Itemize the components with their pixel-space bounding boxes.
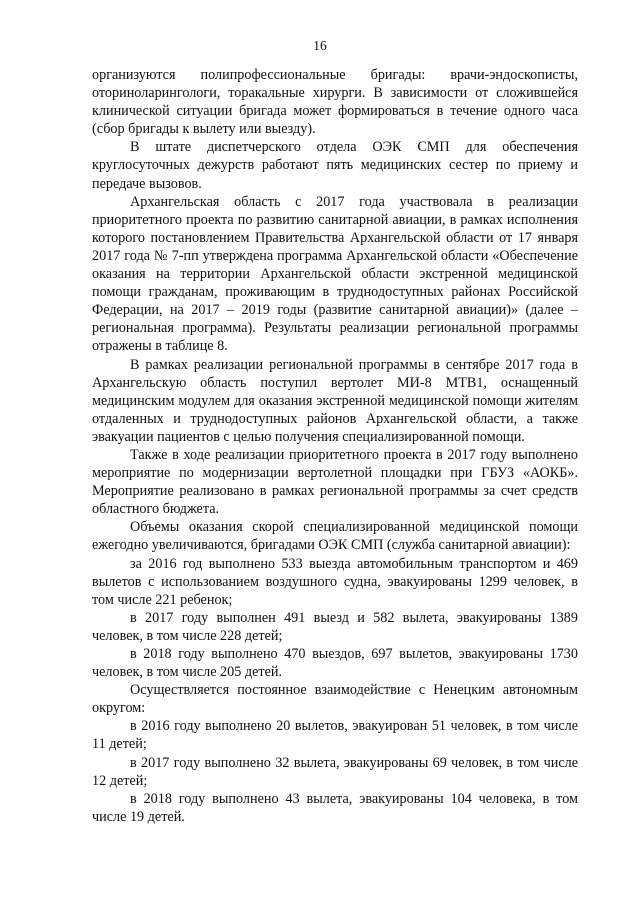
paragraph-continuation: организуются полипрофессиональные бригады: врачи-эндоскописты, оториноларингологи, торакальные хирурги. В зависимости от сложившейся клинической ситуации бригада может формироваться в течение одного часа (сбор бригады к вылету или выезду). (92, 67, 578, 138)
paragraph-nenets-intro: Осуществляется постоянное взаимодействие с Ненецким автономным округом: (92, 682, 578, 717)
paragraph-dispatch-staff: В штате диспетчерского отдела ОЭК СМП для обеспечения круглосуточных дежурств работают пять медицинских сестер по приему и передаче вызовов. (92, 139, 578, 192)
nenets-item-2017: в 2017 году выполнено 32 вылета, эвакуированы 69 человек, в том числе 12 детей; (92, 754, 578, 789)
list-item-2018: в 2018 году выполнено 470 выездов, 697 вылетов, эвакуированы 1730 человек, в том числе 205 детей. (92, 646, 578, 681)
paragraph-helipad: Также в ходе реализации приоритетного проекта в 2017 году выполнено мероприятие по модернизации вертолетной площадки при ГБУЗ «АОКБ». Мероприятие реализовано в рамках региональной программы за счет средств областного бюджета. (92, 446, 578, 518)
paragraph-sanitary-aviation-project: Архангельская область с 2017 года участвовала в реализации приоритетного проекта по развитию санитарной авиации, в рамках исполнения которого постановлением Правительства Архангельской области от 17 января 2017 года № 7-пп утверждена программа Архангельской области «Обеспечение оказания на территории Архангельской области экстренной медицинской помощи гражданам, проживающим в труднодоступных районах Российской Федерации, на 2017 – 2019 годы (развитие санитарной авиации)» (далее – региональная программа). Результаты реализации региональной программы отражены в таблице 8. (92, 193, 578, 355)
nenets-item-2016: в 2016 году выполнено 20 вылетов, эвакуирован 51 человек, в том числе 11 детей; (92, 718, 578, 753)
paragraph-volumes-intro: Объемы оказания скорой специализированной медицинской помощи ежегодно увеличиваются, бригадами ОЭК СМП (служба санитарной авиации): (92, 519, 578, 554)
page-number: 16 (313, 38, 327, 53)
paragraph-helicopter: В рамках реализации региональной программы в сентябре 2017 года в Архангельскую область поступил вертолет МИ-8 МТВ1, оснащенный медицинским модулем для оказания экстренной медицинской помощи жителям отдаленных и труднодоступных районов Архангельской области, а также эвакуации пациентов с целью получения специализированной помощи. (92, 356, 578, 445)
body-text (92, 66, 578, 826)
list-item-2016: за 2016 год выполнено 533 выезда автомобильным транспортом и 469 вылетов с использованием воздушного судна, эвакуированы 1299 человек, в том числе 221 ребенок; (92, 555, 578, 608)
list-item-2017: в 2017 году выполнен 491 выезд и 582 вылета, эвакуированы 1389 человек, в том числе 228 детей; (92, 609, 578, 644)
nenets-item-2018: в 2018 году выполнено 43 вылета, эвакуированы 104 человека, в том числе 19 детей. (92, 790, 578, 825)
